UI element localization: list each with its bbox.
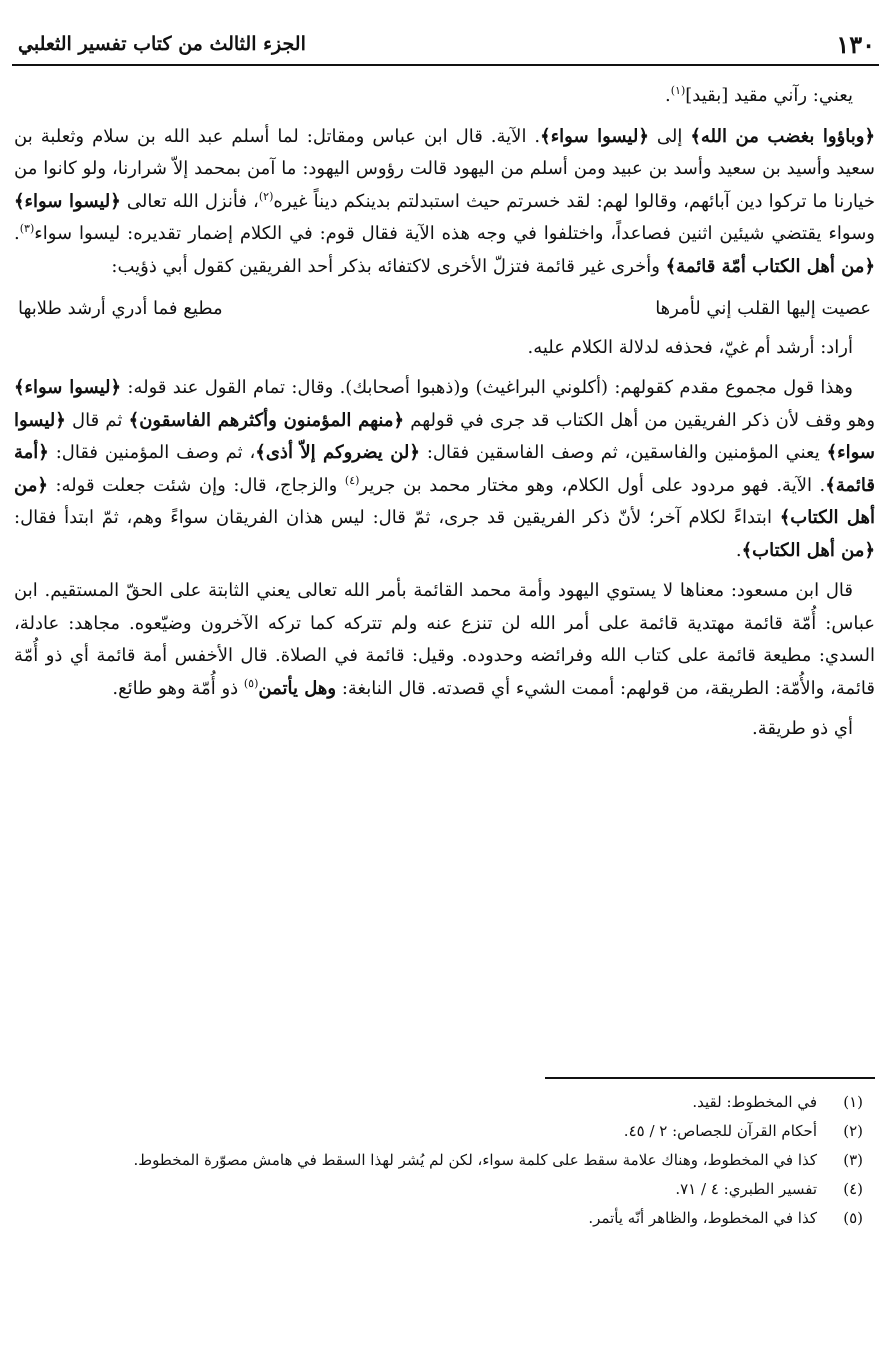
quran-quote: ﴿منهم المؤمنون وأكثرهم الفاسقون﴾	[128, 409, 405, 431]
footnote-ref: (١)	[670, 84, 686, 97]
footnote	[18, 1204, 863, 1233]
footnote-ref: (٥)	[243, 676, 259, 690]
footnote-ref: (٢)	[258, 189, 274, 203]
verse-second-hemistich: مطيع فما أدري أرشد طلابها	[18, 298, 223, 319]
quran-quote: ﴿من أهل الكتاب أمّة قائمة﴾	[665, 255, 875, 277]
text: .	[14, 223, 20, 244]
footnote	[18, 1175, 863, 1204]
footnote-number: (٥)	[843, 1209, 863, 1227]
text: ، ثم وصف المؤمنين فقال:	[48, 442, 256, 463]
footnote-ref: (٤)	[344, 473, 360, 487]
text: . الآية. فهو مردود على أول الكلام، وهو مختار محمد بن جرير	[359, 474, 826, 496]
paragraph-3: أراد: أرشد أم غيّ، فحذفه لدلالة الكلام عليه.	[527, 336, 853, 358]
paragraph-6: أي ذو طريقة.	[752, 718, 853, 739]
main-text	[14, 80, 875, 746]
page-number: ١٣٠	[836, 29, 875, 59]
footnote-divider	[545, 1077, 875, 1079]
text: ذو أُمّة وهو طائع.	[112, 677, 244, 699]
quran-quote: ﴿ليسوا سواء﴾	[14, 377, 122, 398]
quran-quote: ﴿ليسوا سواء﴾	[540, 125, 649, 147]
text: قال ابن مسعود: معناها لا يستوي اليهود وأمة محمد القائمة بأمر الله تعالى يعني الثابتة على الحقّ المستقيم. ابن عباس: أُمّة قائمة مهتدية قائمة على أمر الله لن تنزع عنه ولم تتركه كما تركه الآخرون وضيّعوه. مجاهد: عادلة، السدي: مطيعة قائمة على كتاب الله وفرائضه وحدوده. وقيل: قائمة في الصلاة. قال الأخفس أمة قائمة أي ذو أُمّة قائمة، والأُمّة: الطريقة، من قولهم: أممت الشيء أي قصدته. قال النابغة:	[14, 580, 875, 699]
running-title: الجزء الثالث من كتاب تفسير الثعلبي	[18, 33, 306, 55]
footnote-number: (١)	[843, 1093, 863, 1111]
paragraph-2	[14, 121, 875, 284]
text: . الآية. قال ابن عباس ومقاتل: لما أسلم عبد الله بن سلام وثعلبة بن سعيد وأسيد بن سعيد وأسد بن عبيد ومن أسلم من اليهود قالت رؤوس اليهود: ما آمن بمحمد إلاّ شرارنا، ولو كانوا من خيارنا ما تركوا دين آبائهم، وقالوا لهم: لقد خسرتم حيث استبدلتم بدينكم ديناً غيره	[14, 125, 875, 212]
footnote-number: (٣)	[843, 1151, 863, 1169]
text: ، فأنزل الله تعالى	[120, 190, 259, 212]
text: وأخرى غير قائمة فتزلّ الأخرى لاكتفائه بذكر أحد الفريقين كقول أبي ذؤيب:	[111, 255, 666, 277]
poetry-quote: وهل يأتمن	[258, 677, 337, 699]
footnote-text: تفسير الطبري: ٤ / ٧١.	[675, 1180, 817, 1198]
quran-quote: ﴿أمة قائمة﴾	[14, 442, 875, 496]
text: والزجاج، قال: وإن شئت جعلت قوله:	[47, 474, 345, 496]
footnote-text: كذا في المخطوط، وهناك علامة سقط على كلمة سواء، لكن لم يُشر لهذا السقط في هامش مصوّرة المخطوط.	[133, 1151, 817, 1169]
paragraph-5	[14, 575, 875, 705]
text: .	[735, 539, 742, 561]
text: وهو وقف لأن ذكر الفريقين من أهل الكتاب قد جرى في قولهم	[404, 409, 876, 431]
quran-quote: ﴿لن يضروكم إلاّ أذى﴾	[255, 442, 420, 463]
footnote	[18, 1088, 863, 1117]
text: إلى	[648, 125, 691, 147]
poetry-verse	[14, 293, 875, 326]
quran-quote: ﴿ليسوا سواء﴾	[14, 409, 876, 463]
footnote-ref: (٣)	[19, 222, 35, 235]
paragraph-4	[14, 372, 875, 567]
text: وسواء يقتضي شيئين اثنين فصاعداً، واختلفوا في وجه هذه الآية فقال قوم: في الكلام إضمار تقديره: ليسوا سواء	[34, 223, 875, 244]
footnote	[18, 1146, 863, 1175]
footnotes	[18, 1088, 863, 1233]
text: يعني: رآني مقيد [بقيد]	[685, 85, 853, 106]
text: يعني المؤمنين والفاسقين، ثم وصف الفاسقين فقال:	[419, 442, 827, 463]
footnote	[18, 1117, 863, 1146]
quran-quote: ﴿ليسوا سواء﴾	[14, 190, 121, 212]
text: وهذا قول مجموع مقدم كقولهم: (أكلوني البراغيث) و(ذهبوا أصحابك). وقال: تمام القول عند قوله:	[121, 377, 854, 398]
paragraph-1	[14, 80, 875, 113]
quran-quote: ﴿وباؤوا بغضب من الله﴾	[690, 125, 876, 147]
quran-quote: ﴿من أهل الكتاب﴾	[741, 539, 875, 561]
footnote-number: (٤)	[843, 1180, 863, 1198]
footnote-text: أحكام القرآن للجصاص: ٢ / ٤٥.	[623, 1122, 817, 1140]
verse-first-hemistich: عصيت إليها القلب إني لأمرها	[655, 298, 871, 319]
text: ابتداءً لكلام آخر؛ لأنّ ذكر الفريقين قد جرى، ثمّ قال: ليس هذان الفريقان سواءً وهم، ثمّ ابتدأ فقال:	[14, 507, 780, 528]
footnote-text: كذا في المخطوط، والظاهر أنّه يأتمر.	[588, 1209, 817, 1227]
footnote-text: في المخطوط: لقيد.	[692, 1093, 817, 1111]
text: .	[665, 85, 671, 106]
footnote-number: (٢)	[843, 1122, 863, 1140]
page-header	[12, 24, 879, 66]
quran-quote: ﴿من أهل الكتاب﴾	[14, 474, 875, 528]
text: ثم قال	[65, 409, 129, 431]
